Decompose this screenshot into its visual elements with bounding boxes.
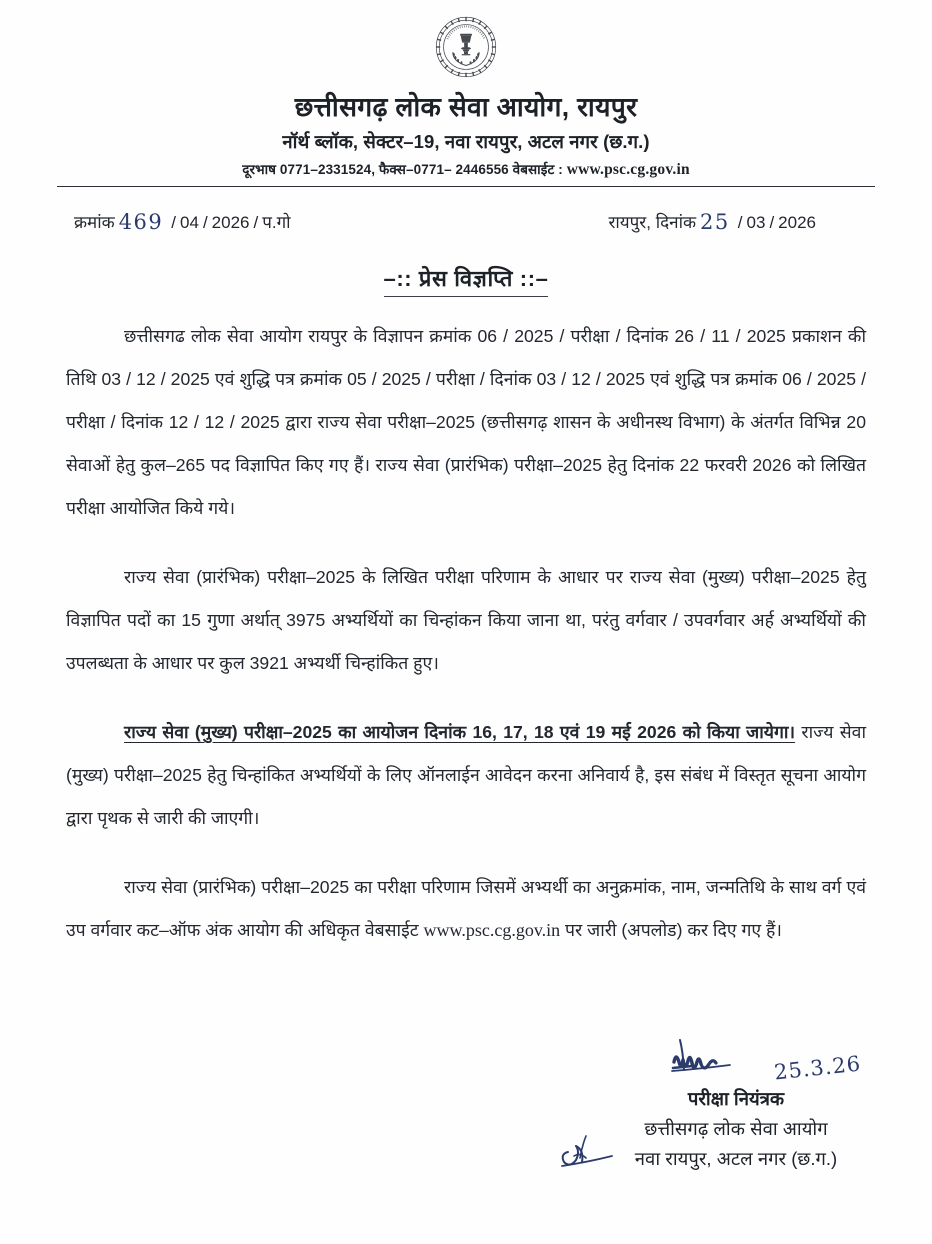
signature-block: [556, 1040, 916, 1174]
press-release-title-container: [0, 263, 932, 297]
place-date-group: [608, 209, 816, 233]
reference-number-handwritten: 469: [118, 210, 164, 234]
emblem-container: [0, 8, 932, 86]
reference-month: 04: [180, 213, 199, 232]
organization-title: छत्तीसगढ़ लोक सेवा आयोग, रायपुर: [294, 92, 638, 122]
reference-year: 2026: [211, 213, 250, 232]
paragraph-4-before: राज्य सेवा (प्रारंभिक) परीक्षा–2025 का परीक्षा परिणाम जिसमें अभ्यर्थी का अनुक्रमांक, नाम, जन्मतिथि के साथ वर्ग एवं उप वर्गवार कट–ऑफ अंक आयोग की अधिकृत वेबसाईट: [66, 877, 866, 940]
paragraph-4: [66, 866, 866, 952]
reference-label: क्रमांक: [74, 213, 115, 232]
website-url: www.psc.cg.gov.in: [566, 161, 690, 178]
signatory-designation: परीक्षा नियंत्रक: [687, 1088, 785, 1109]
date-month: 03: [746, 213, 766, 232]
handwritten-initial-icon: [554, 1132, 654, 1182]
handwritten-signature-icon: [652, 1036, 782, 1092]
page-title: –:: प्रेस विज्ञप्ति ::–: [384, 263, 549, 297]
date-day-handwritten: 25: [700, 210, 730, 234]
paragraph-3: [66, 711, 866, 840]
paragraph-3-remainder: राज्य सेवा (मुख्य) परीक्षा–2025 हेतु चिन्हांकित अभ्यर्थियों के लिए ऑनलाईन आवेदन करना अनिवार्य है, इस संबंध में विस्तृत सूचना आयोग द्वारा पृथक से जारी की जाएगी।: [66, 722, 866, 828]
signature-date: 25.3.26: [772, 1051, 863, 1085]
paragraph-2: राज्य सेवा (प्रारंभिक) परीक्षा–2025 के लिखित परीक्षा परिणाम के आधार पर राज्य सेवा (मुख्य) परीक्षा–2025 हेतु विज्ञापित पदों का 15 गुणा अर्थात् 3975 अभ्यर्थियों का चिन्हांकन किया जाना था, परंतु वर्गवार / उपवर्गवार अर्ह अभ्यर्थियों की उपलब्धता के आधार पर कुल 3921 अभ्यर्थी चिन्हांकित हुए।: [66, 567, 866, 673]
reference-row: [74, 209, 858, 233]
paragraph-4-after: पर जारी (अपलोड) कर दिए गए हैं।: [560, 920, 782, 940]
signature-area: [556, 1040, 916, 1084]
contact-details: दूरभाष 0771–2331524, फैक्स–0771– 2446556 वेबसाईट :: [242, 162, 567, 177]
signatory-authority: छत्तीसगढ़ लोक सेवा आयोग: [644, 1118, 828, 1139]
date-year: 2026: [778, 213, 816, 232]
reference-number-group: [74, 209, 291, 233]
place-date-label: रायपुर, दिनांक: [608, 213, 697, 232]
paragraph-1: छत्तीसगढ लोक सेवा आयोग रायपुर के विज्ञापन क्रमांक 06 / 2025 / परीक्षा / दिनांक 26 / 11 / 2025 प्रकाशन की तिथि 03 / 12 / 2025 एवं शुद्धि पत्र क्रमांक 05 / 2025 / परीक्षा / दिनांक 03 / 12 / 2025 एवं शुद्धि पत्र क्रमांक 06 / 2025 / परीक्षा / दिनांक 12 / 12 / 2025 द्वारा राज्य सेवा परीक्षा–2025 (छत्तीसगढ़ शासन के अधीनस्थ विभाग) के अंतर्गत विभिन्न 20 सेवाओं हेतु कुल–265 पद विज्ञापित किए गए हैं। राज्य सेवा (प्रारंभिक) परीक्षा–2025 हेतु दिनांक 22 फरवरी 2026 को लिखित परीक्षा आयोजित किये गये।: [66, 326, 866, 518]
exam-dates-highlight: राज्य सेवा (मुख्य) परीक्षा–2025 का आयोजन दिनांक 16, 17, 18 एवं 19 मई 2026 को किया जायेगा।: [124, 722, 796, 742]
signatory-location: नवा रायपुर, अटल नगर (छ.ग.): [634, 1148, 838, 1169]
organization-contact: [0, 160, 932, 179]
date-slash-2: /: [769, 213, 775, 232]
date-slash-1: /: [737, 213, 743, 232]
reference-suffix: प.गो: [262, 213, 291, 232]
document-body: [66, 297, 866, 952]
slash-1: /: [171, 213, 177, 232]
organization-address: नॉर्थ ब्लॉक, सेक्टर–19, नवा रायपुर, अटल नगर (छ.ग.): [282, 131, 650, 152]
document-header: [0, 0, 932, 187]
slash-2: /: [202, 213, 208, 232]
government-seal-emblem-icon: [433, 14, 499, 80]
slash-3: /: [253, 213, 259, 232]
header-divider: [57, 186, 875, 187]
result-website-url[interactable]: www.psc.cg.gov.in: [423, 920, 561, 940]
